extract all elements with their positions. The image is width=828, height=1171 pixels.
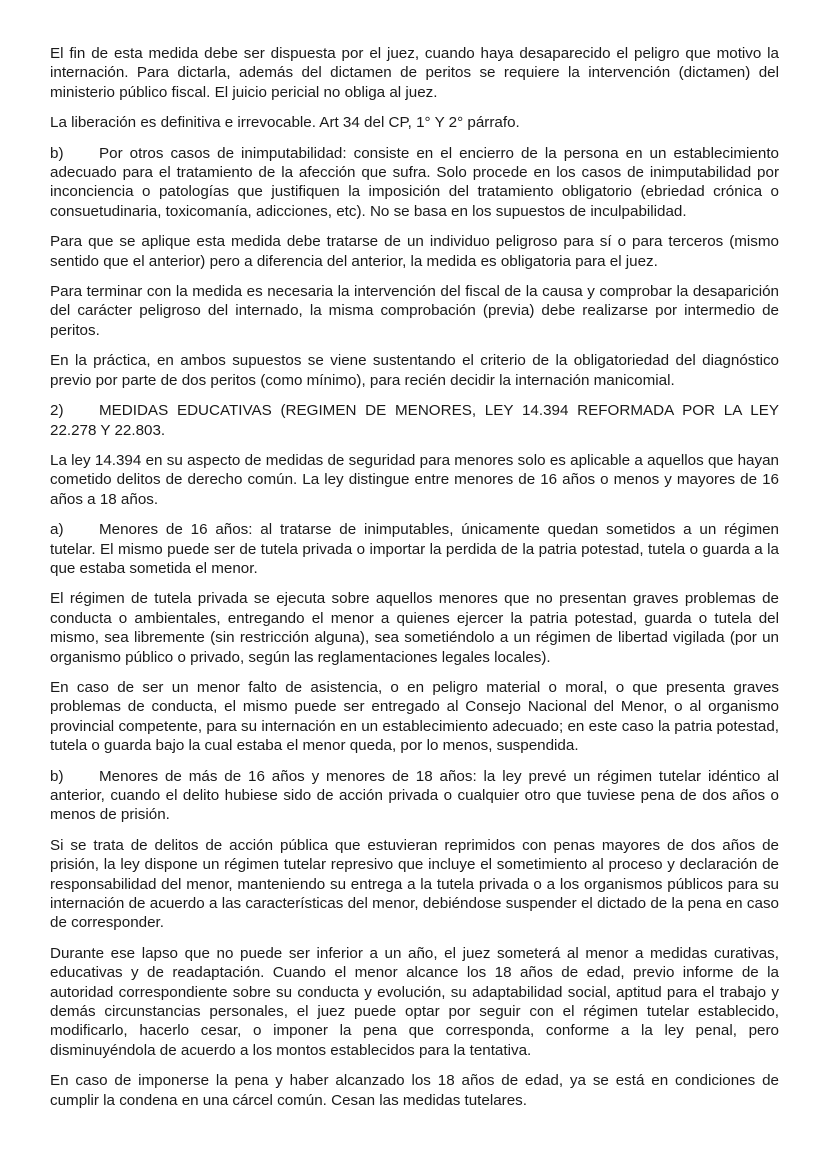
- list-marker: b): [50, 144, 64, 162]
- paragraph-text: Menores de más de 16 años y menores de 18 años: la ley prevé un régimen tutelar idéntico al anterior, cuando el delito hubiese sido de acción privada o cualquier otro que tuviese pena de dos años o menos de prisión.: [50, 767, 779, 824]
- paragraph: [50, 351, 779, 390]
- paragraph-text: En caso de imponerse la pena y haber alcanzado los 18 años de edad, ya se está en condiciones de cumplir la condena en una cárcel común. Cesan las medidas tutelares.: [50, 1072, 779, 1109]
- paragraph-text: Para que se aplique esta medida debe tratarse de un individuo peligroso para sí o para terceros (mismo sentido que el anterior) pero a diferencia del anterior, la medida es obligatoria para el juez.: [50, 233, 779, 270]
- paragraph-text: Menores de 16 años: al tratarse de inimputables, únicamente quedan sometidos a un régimen tutelar. El mismo puede ser de tutela privada o importar la perdida de la patria potestad, tutela o guarda a la que estaba sometida el menor.: [50, 521, 779, 577]
- heading-text: MEDIDAS EDUCATIVAS (REGIMEN DE MENORES, LEY 14.394 REFORMADA POR LA LEY 22.278 Y 22.803.: [50, 402, 779, 439]
- paragraph: [50, 836, 779, 933]
- paragraph-text: Durante ese lapso que no puede ser inferior a un año, el juez someterá al menor a medidas curativas, educativas y de readaptación. Cuando el menor alcance los 18 años de edad, previo informe de la autoridad correspondiente sobre su conducta y evolución, su adaptabilidad social, aptitud para el trabajo y demás circunstancias personales, el juez puede optar por seguir con el régimen tutelar establecido, modificarlo, hacerlo cesar, o imponer la pena que corresponda, conforme a la ley penal, pero disminuyéndola de acuerdo a los montos establecidos para la tentativa.: [50, 944, 779, 1059]
- paragraph-text: La liberación es definitiva e irrevocable. Art 34 del CP, 1° Y 2° párrafo.: [50, 114, 520, 132]
- paragraph: [50, 520, 779, 578]
- paragraph-text: Si se trata de delitos de acción pública que estuvieran reprimidos con penas mayores de dos años de prisión, la ley dispone un régimen tutelar represivo que incluye el sometimiento al proceso y declaración de responsabilidad del menor, manteniendo su entrega a la tutela privada o a los organismos públicos para su internación de acuerdo a las características del menor, debiéndose suspender el dictado de la pena en caso de corresponder.: [50, 836, 779, 932]
- paragraph-text: En la práctica, en ambos supuestos se viene sustentando el criterio de la obligatoriedad del diagnóstico previo por parte de dos peritos (como mínimo), para recién decidir la internación manicomial.: [50, 352, 779, 389]
- list-marker: 2): [50, 402, 64, 420]
- paragraph-text: El régimen de tutela privada se ejecuta sobre aquellos menores que no presentan graves problemas de conducta o ambientales, entregando el menor a quienes ejercer la patria potestad, guarda o tutela del mismo, sea libremente (sin restricción alguna), sea sometiéndolo a un régimen de libertad vigilada (por un organismo público o privado, según las reglamentaciones legales locales).: [50, 590, 779, 666]
- list-marker: a): [50, 521, 64, 539]
- paragraph-text: Para terminar con la medida es necesaria la intervención del fiscal de la causa y comprobar la desaparición del carácter peligroso del internado, la misma comprobación (previa) debe realizarse por intermedio de peritos.: [50, 283, 779, 339]
- paragraph-text: El fin de esta medida debe ser dispuesta por el juez, cuando haya desaparecido el peligro que motivo la internación. Para dictarla, además del dictamen de peritos se requiere la intervención (dictamen) del ministerio público fiscal. El juicio pericial no obliga al juez.: [50, 45, 779, 101]
- list-marker: b): [50, 767, 64, 785]
- paragraph-text: En caso de ser un menor falto de asistencia, o en peligro material o moral, o que presenta graves problemas de conducta, el mismo puede ser entregado al Consejo Nacional del Menor, o al organismo provincial competente, para su internación en un establecimiento adecuado; en este caso la patria potestad, tutela o guarda bajo la cual estaba el menor queda, por lo menos, suspendida.: [50, 678, 779, 755]
- section-heading: [50, 401, 779, 440]
- paragraph: [50, 44, 779, 102]
- paragraph: [50, 113, 779, 132]
- paragraph: [50, 1071, 779, 1110]
- document-page: [50, 44, 779, 1121]
- paragraph: [50, 767, 779, 825]
- paragraph: [50, 451, 779, 509]
- paragraph-text: La ley 14.394 en su aspecto de medidas de seguridad para menores solo es aplicable a aquellos que hayan cometido delitos de derecho común. La ley distingue entre menores de 16 años o menos y mayores de 16 años a 18 años.: [50, 451, 779, 508]
- paragraph: [50, 944, 779, 1060]
- paragraph: [50, 282, 779, 340]
- paragraph: [50, 144, 779, 222]
- paragraph: [50, 678, 779, 756]
- paragraph: [50, 589, 779, 667]
- paragraph: [50, 232, 779, 271]
- paragraph-text: Por otros casos de inimputabilidad: consiste en el encierro de la persona en un establecimiento adecuado para el tratamiento de la afección que sufra. Solo procede en los casos de inimputabilidad por inconciencia o patologías que justifiquen la imposición del tratamiento obligatorio (ebriedad crónica o consuetudinaria, toxicomanía, adicciones, etc). No se basa en los supuestos de inculpabilidad.: [50, 144, 779, 220]
